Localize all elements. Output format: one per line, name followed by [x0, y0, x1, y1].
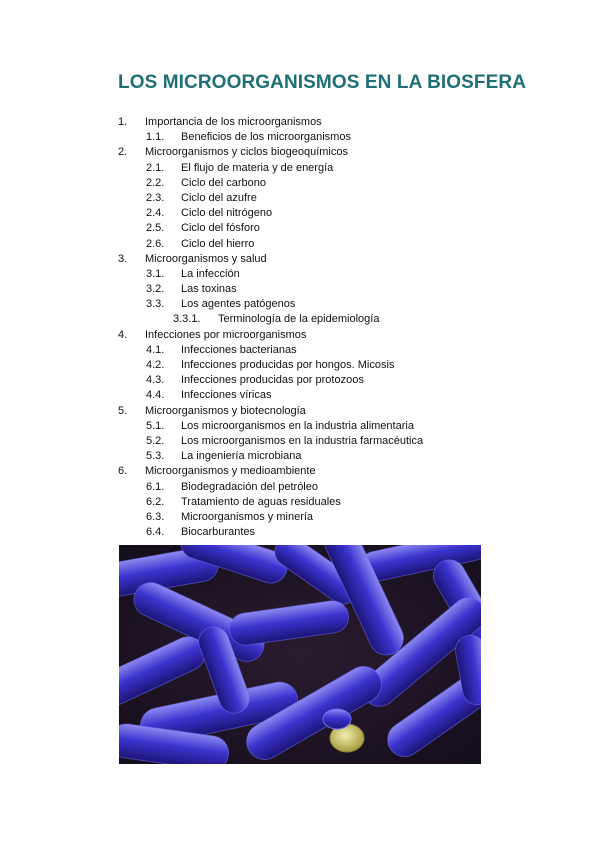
toc-item	[118, 221, 538, 236]
toc-item-number: 2.6.	[146, 237, 165, 250]
toc-item	[118, 434, 538, 449]
toc-item-text: Infecciones por microorganismos	[145, 328, 307, 341]
toc-item	[118, 176, 538, 191]
toc-item-number: 5.3.	[146, 450, 165, 463]
toc-item-text: Microorganismos y salud	[145, 252, 267, 265]
toc-item-text: Importancia de los microorganismos	[145, 116, 322, 128]
toc-item-text: Biocarburantes	[181, 526, 255, 539]
toc-item-number: 3.3.	[146, 298, 165, 311]
toc-item-number: 6.4.	[146, 526, 165, 539]
toc-item-number: 5.	[118, 404, 128, 417]
toc-item	[118, 191, 538, 206]
toc-item-text: Ciclo del hierro	[181, 237, 255, 250]
bacteria-micrograph	[119, 545, 481, 764]
toc-item	[118, 252, 538, 267]
toc-item	[118, 510, 538, 525]
toc-item-number: 5.1.	[146, 419, 165, 432]
toc-item-text: Terminología de la epidemiología	[218, 313, 380, 326]
toc-item	[118, 373, 538, 388]
toc-item-number: 1.	[118, 116, 128, 128]
toc-item	[118, 161, 538, 176]
toc-item-number: 2.2.	[146, 176, 165, 189]
toc-item	[118, 115, 538, 130]
toc-item-text: Biodegradación del petróleo	[181, 480, 318, 493]
toc-item-number: 3.3.1.	[173, 313, 201, 326]
toc-item-text: La infección	[181, 267, 240, 280]
toc-item-text: Microorganismos y medioambiente	[145, 465, 316, 478]
toc-item-text: Tratamiento de aguas residuales	[181, 495, 341, 508]
bacteria-micrograph-image	[119, 545, 481, 764]
toc-item-number: 6.	[118, 465, 128, 478]
toc-item	[118, 130, 538, 145]
toc-item-number: 4.4.	[146, 389, 165, 402]
toc-item	[118, 449, 538, 464]
toc-item-text: Las toxinas	[181, 283, 237, 296]
toc-item-text: Ciclo del azufre	[181, 191, 257, 204]
toc-item-number: 5.2.	[146, 434, 165, 447]
toc-item-number: 2.3.	[146, 191, 165, 204]
toc-item	[118, 237, 538, 252]
toc-item-number: 4.3.	[146, 374, 165, 387]
toc-item-text: Beneficios de los microorganismos	[181, 131, 351, 144]
toc-item	[118, 525, 538, 540]
toc-item-number: 3.2.	[146, 283, 165, 296]
toc-item-number: 6.1.	[146, 480, 165, 493]
toc-item-text: Ciclo del fósforo	[181, 222, 260, 235]
toc-item-number: 1.1.	[146, 131, 165, 144]
page-title: LOS MICROORGANISMOS EN LA BIOSFERA	[118, 72, 527, 93]
toc-item-text: Infecciones bacterianas	[181, 343, 297, 356]
toc-item-number: 4.2.	[146, 359, 165, 371]
toc-item-text: Microorganismos y biotecnología	[145, 404, 306, 417]
toc-item	[118, 282, 538, 297]
toc-item-number: 6.3.	[146, 510, 165, 523]
toc-item-number: 4.	[118, 328, 128, 341]
toc-item-number: 3.	[118, 252, 128, 265]
toc-item-number: 2.	[118, 146, 128, 159]
toc-item	[118, 495, 538, 510]
toc-item-number: 4.1.	[146, 343, 165, 356]
toc-item-number: 2.1.	[146, 161, 165, 174]
toc-item	[118, 404, 538, 419]
toc-item-text: Infecciones producidas por hongos. Micosis	[181, 359, 395, 371]
toc-item	[118, 464, 538, 479]
toc-item	[118, 328, 538, 343]
toc-item-number: 3.1.	[146, 267, 165, 280]
table-of-contents	[118, 115, 538, 540]
toc-item-text: Infecciones producidas por protozoos	[181, 374, 364, 387]
toc-item	[118, 145, 538, 160]
toc-item	[118, 297, 538, 312]
toc-item-number: 6.2.	[146, 495, 165, 508]
toc-item	[118, 419, 538, 434]
toc-item-text: Microorganismos y minería	[181, 510, 314, 523]
toc-item-text: Los agentes patógenos	[181, 298, 296, 311]
toc-item-text: La ingeniería microbiana	[181, 450, 302, 463]
toc-item-text: Ciclo del nitrógeno	[181, 207, 273, 220]
toc-item	[118, 358, 538, 373]
toc-item-text: Los microorganismos en la industria alimentaria	[181, 419, 414, 432]
toc-item	[118, 206, 538, 221]
toc-item	[118, 267, 538, 282]
toc-item-number: 2.4.	[146, 207, 165, 220]
toc-item-text: El flujo de materia y de energía	[181, 161, 334, 174]
toc-item-text: Los microorganismos en la industria farmacéutica	[181, 434, 424, 447]
toc-item-text: Ciclo del carbono	[181, 176, 266, 189]
toc-item-text: Infecciones víricas	[181, 389, 272, 402]
toc-item	[118, 343, 538, 358]
toc-item-number: 2.5.	[146, 222, 165, 235]
toc-item	[118, 312, 538, 327]
toc-item	[118, 388, 538, 403]
toc-item-text: Microorganismos y ciclos biogeoquímicos	[145, 146, 348, 159]
toc-item	[118, 480, 538, 495]
